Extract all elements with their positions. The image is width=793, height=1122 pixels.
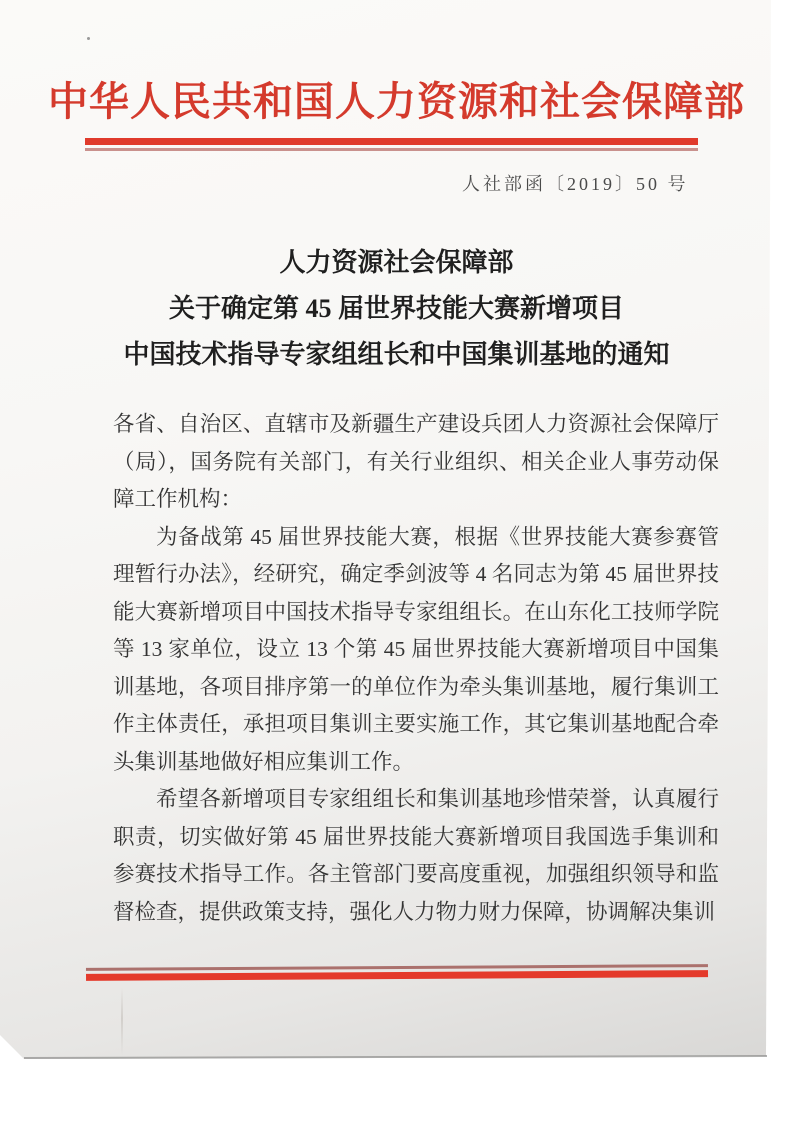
letterhead-divider [85, 138, 698, 151]
body-paragraph-1: 为备战第 45 届世界技能大赛，根据《世界技能大赛参赛管理暂行办法》，经研究，确定季剑波等 4 名同志为第 45 届世界技能大赛新增项目中国技术指导专家组组长。在山东化工技师学院等 13 家单位，设立 13 个第 45 届世界技能大赛新增项目中国集训基地，各项目排序第一的单位作为牵头集训基地，履行集训工作主体责任，承担项目集训主要实施工作，其它集训基地配合牵头集训基地做好相应集训工作。 [113, 524, 719, 774]
salutation: 各省、自治区、直辖市及新疆生产建设兵团人力资源社会保障厅（局），国务院有关部门，有关行业组织、相关企业人事劳动保障工作机构： [113, 412, 719, 511]
letterhead-divider-thick-line [85, 138, 698, 145]
body-paragraph-2: 希望各新增项目专家组组长和集训基地珍惜荣誉，认真履行职责，切实做好第 45 届世界技能大赛新增项目我国选手集训和参赛技术指导工作。各主管部门要高度重视，加强组织领导和监督检查，提供政策支持，强化人力物力财力保障，协调解决集训 [113, 787, 719, 924]
scan-speck-artifact [87, 37, 90, 40]
document-title-line-2: 关于确定第 45 届世界技能大赛新增项目 [168, 294, 624, 323]
letterhead-title: 中华人民共和国人力资源和社会保障部 [48, 79, 745, 124]
paper-crease [121, 988, 123, 1056]
document-body [113, 406, 719, 931]
document-title-line-1: 人力资源社会保障部 [279, 248, 514, 277]
document-title-line-3: 中国技术指导专家组组长和中国集训基地的通知 [123, 340, 670, 369]
document-title [0, 240, 793, 378]
letterhead-divider-thin-line [85, 148, 698, 151]
document-number: 人社部函〔2019〕50 号 [462, 174, 689, 194]
